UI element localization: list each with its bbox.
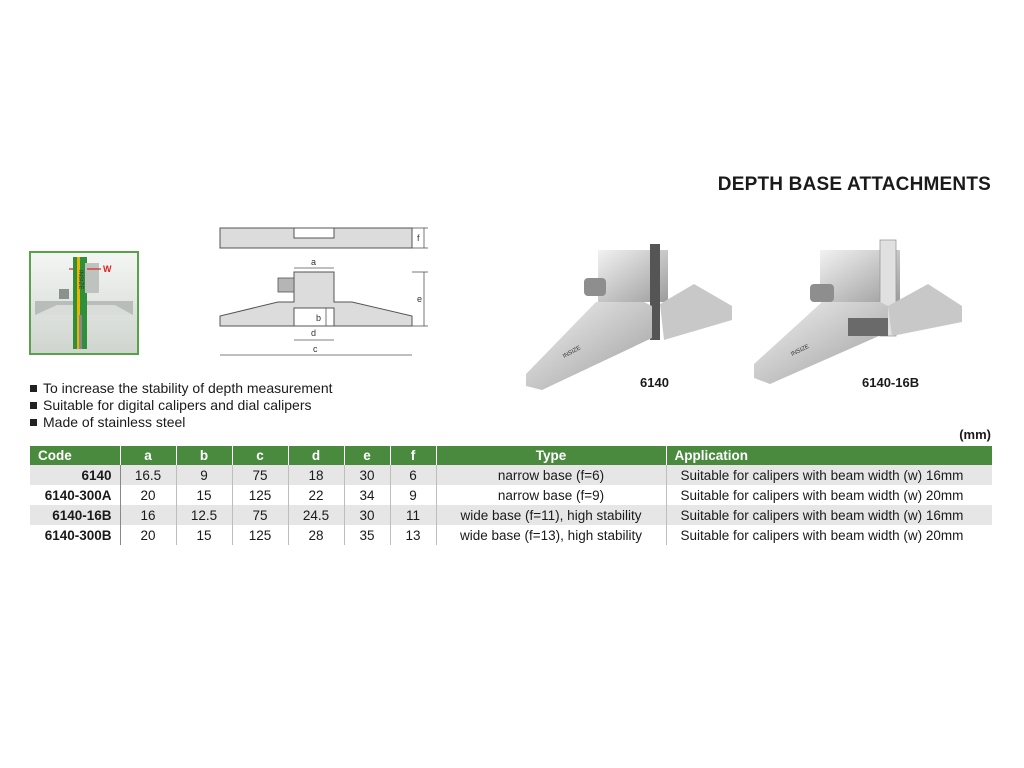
cell-application: Suitable for calipers with beam width (w) 16mm [666,465,992,485]
svg-text:INSIZE: INSIZE [790,343,811,358]
dim-b-label: b [316,313,322,323]
dim-c-label: c [313,344,318,354]
cell-b: 12.5 [176,505,232,525]
w-label: W [103,264,112,274]
cell-d: 22 [288,485,344,505]
cell-a: 16 [120,505,176,525]
svg-text:INSIZE: INSIZE [77,270,83,290]
header-application: Application [666,446,992,465]
cell-code: 6140 [30,465,120,485]
table-header-row [30,446,992,465]
cell-d: 18 [288,465,344,485]
bullet-icon [30,385,37,392]
product-6140-16b-label: 6140-16B [862,375,920,390]
cell-e: 30 [344,505,390,525]
dim-a-label: a [311,257,317,267]
cell-type: narrow base (f=6) [436,465,666,485]
dim-f-label: f [417,233,420,243]
product-6140-image [524,240,736,392]
page-title: DEPTH BASE ATTACHMENTS [717,174,991,195]
product-6140-16b-image [752,236,966,392]
header-b: b [176,446,232,465]
cell-f: 6 [390,465,436,485]
header-type: Type [436,446,666,465]
cell-a: 20 [120,485,176,505]
cell-application: Suitable for calipers with beam width (w) 20mm [666,525,992,545]
cell-f: 11 [390,505,436,525]
bullet-icon [30,419,37,426]
cell-d: 28 [288,525,344,545]
header-e: e [344,446,390,465]
spec-table [30,446,992,545]
table-row [30,485,992,505]
table-row [30,505,992,525]
cell-b: 15 [176,485,232,505]
cell-a: 20 [120,525,176,545]
cell-code: 6140-300B [30,525,120,545]
header-f: f [390,446,436,465]
cell-code: 6140-16B [30,505,120,525]
table-row [30,465,992,485]
header-c: c [232,446,288,465]
unit-label: (mm) [959,427,991,442]
bullet-icon [30,402,37,409]
cell-c: 75 [232,505,288,525]
cell-e: 30 [344,465,390,485]
feature-item [30,414,333,431]
header-code: Code [30,446,120,465]
caliper-thumbnail-image [29,251,139,355]
cell-code: 6140-300A [30,485,120,505]
dimension-drawing [214,222,444,367]
cell-c: 75 [232,465,288,485]
cell-b: 15 [176,525,232,545]
table-row [30,525,992,545]
feature-text: Suitable for digital calipers and dial calipers [43,397,312,413]
feature-list [30,380,333,431]
dim-e-label: e [417,294,423,304]
cell-type: wide base (f=13), high stability [436,525,666,545]
cell-f: 13 [390,525,436,545]
cell-b: 9 [176,465,232,485]
feature-item [30,380,333,397]
cell-d: 24.5 [288,505,344,525]
header-d: d [288,446,344,465]
header-a: a [120,446,176,465]
product-6140-label: 6140 [640,375,669,390]
cell-c: 125 [232,525,288,545]
cell-application: Suitable for calipers with beam width (w) 16mm [666,505,992,525]
feature-text: To increase the stability of depth measurement [43,380,333,396]
cell-type: wide base (f=11), high stability [436,505,666,525]
svg-text:INSIZE: INSIZE [562,345,583,360]
cell-type: narrow base (f=9) [436,485,666,505]
cell-f: 9 [390,485,436,505]
cell-e: 34 [344,485,390,505]
feature-text: Made of stainless steel [43,414,186,430]
feature-item [30,397,333,414]
cell-c: 125 [232,485,288,505]
cell-e: 35 [344,525,390,545]
dim-d-label: d [311,328,317,338]
cell-application: Suitable for calipers with beam width (w) 20mm [666,485,992,505]
cell-a: 16.5 [120,465,176,485]
